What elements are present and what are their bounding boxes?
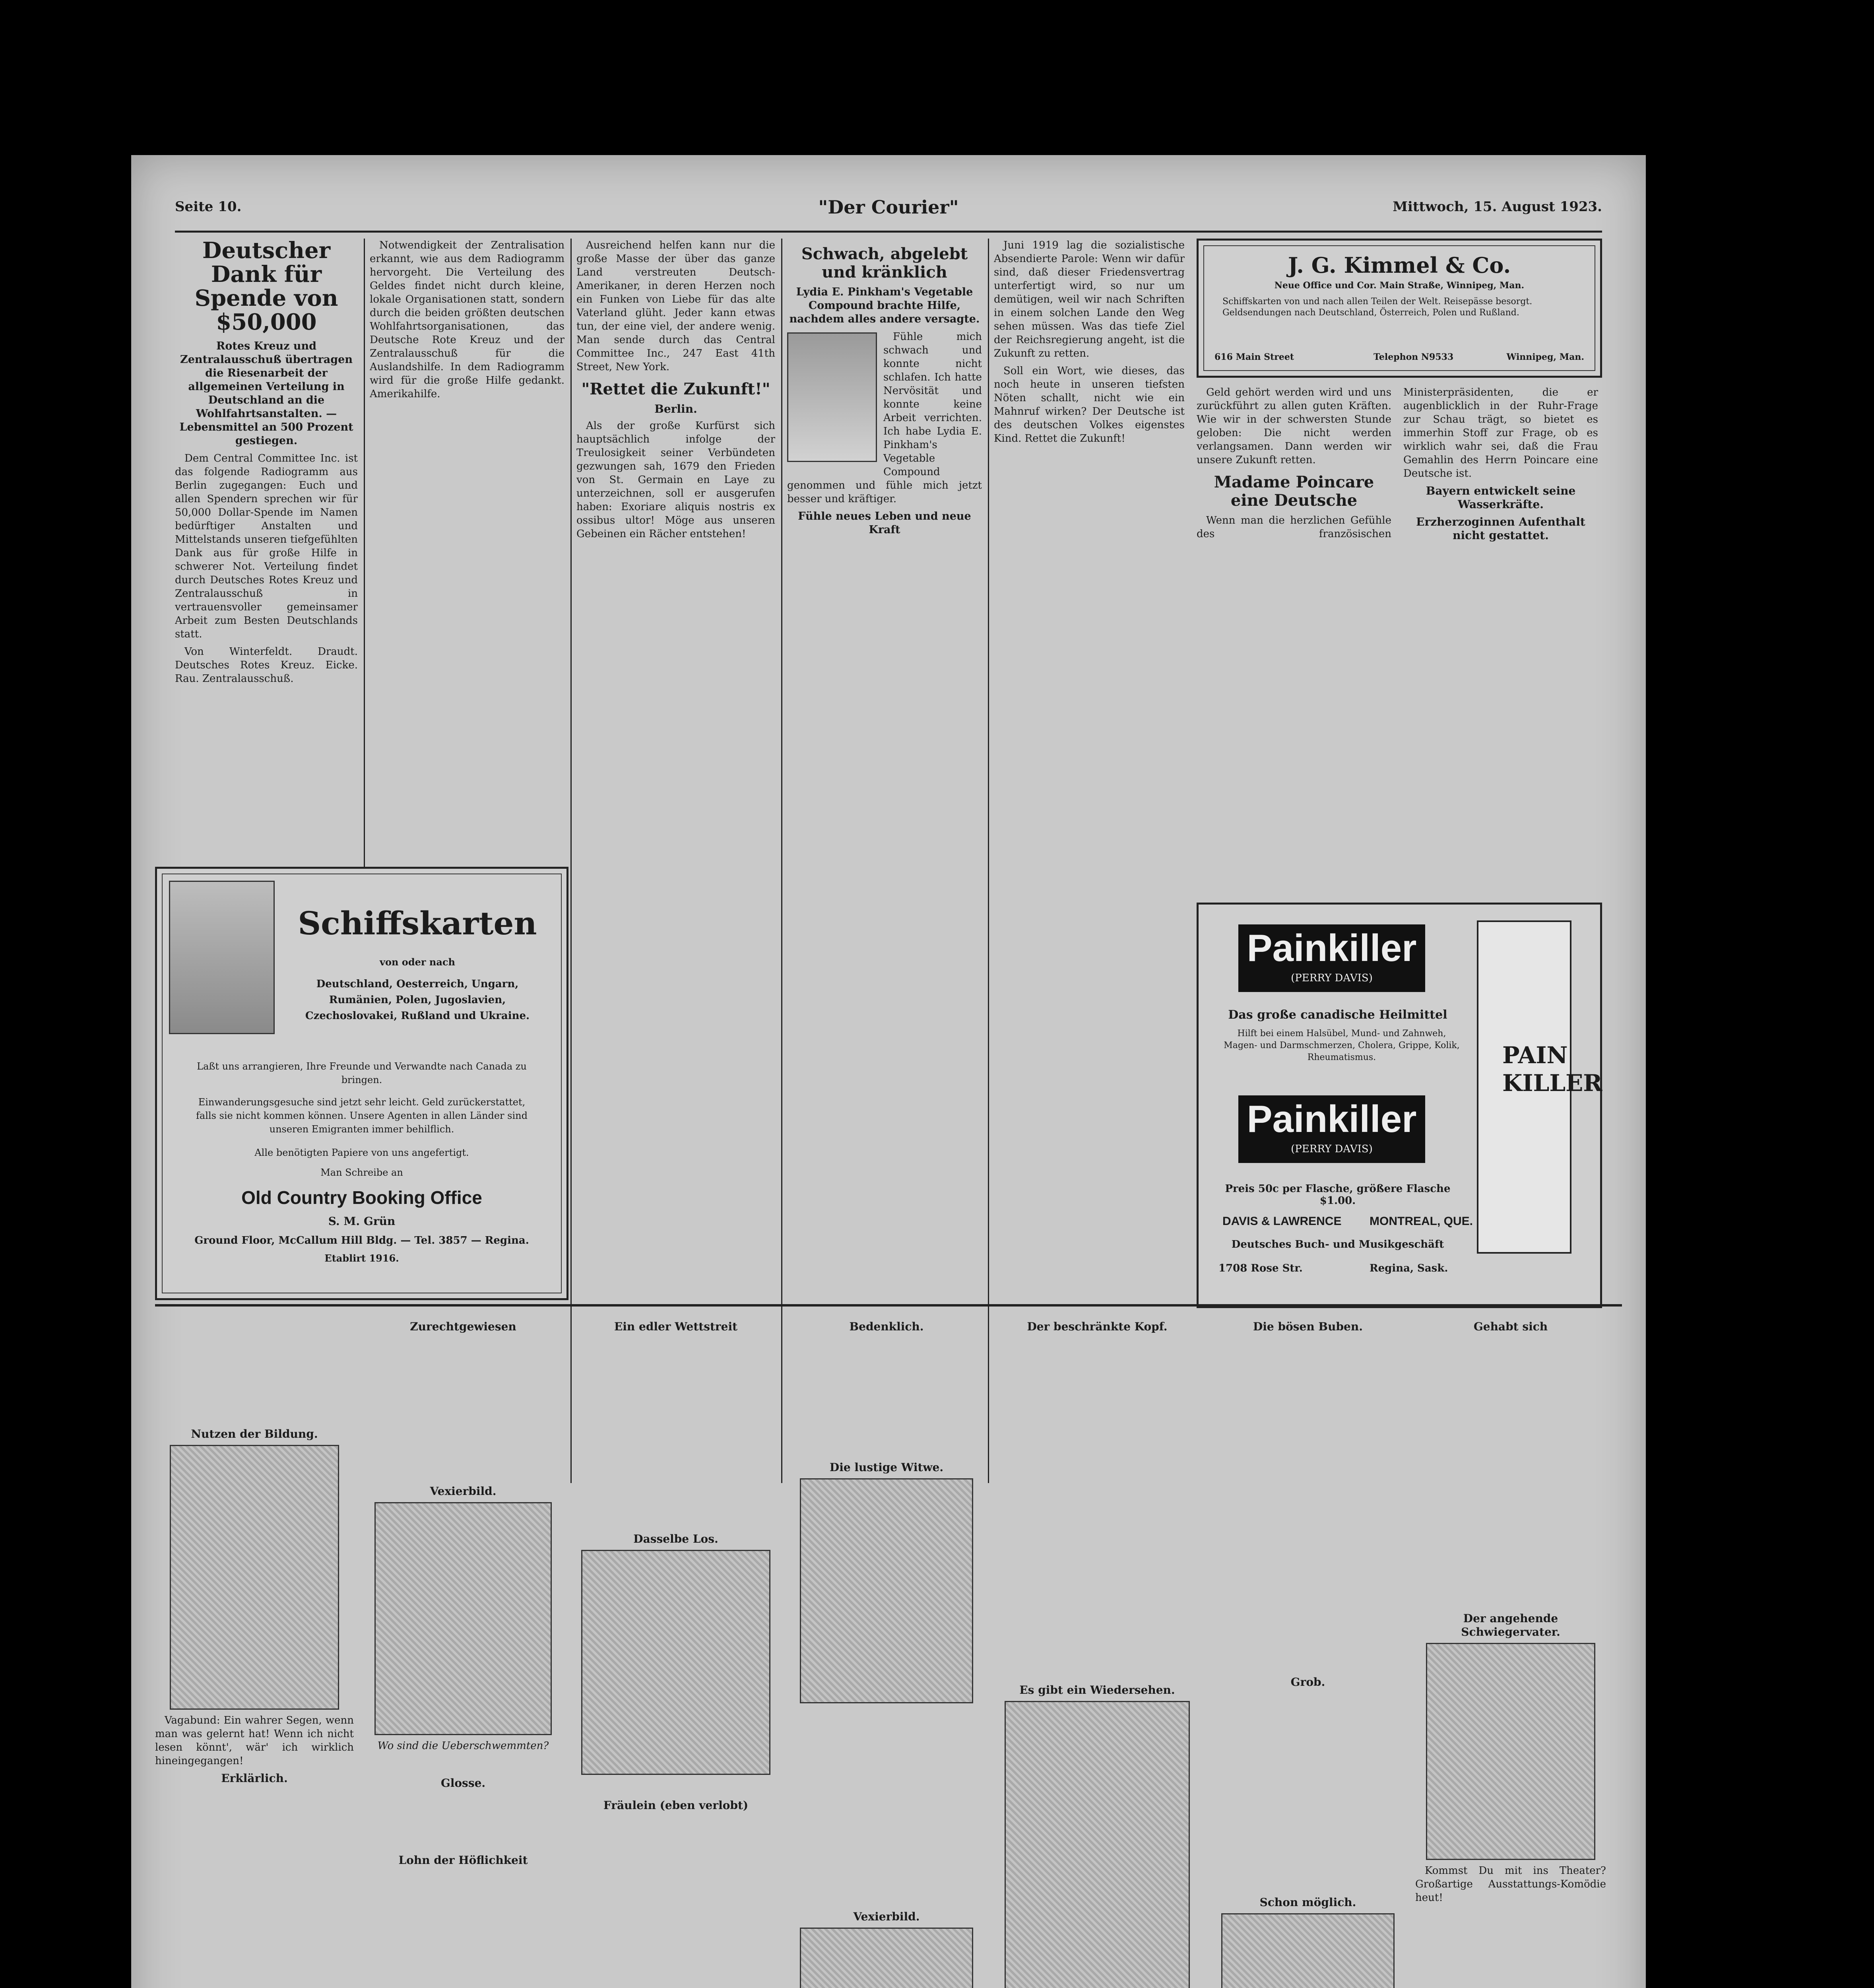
- header-rule: [175, 231, 1602, 233]
- humor-subtitle: Fräulein (eben verlobt): [603, 1799, 749, 1812]
- flood-illustration: [374, 1502, 552, 1735]
- masthead: "Der Courier": [818, 196, 959, 218]
- headline: Schwach, abgelebt und kränklich: [801, 245, 968, 282]
- ad-title: Schiffskarten: [298, 905, 537, 942]
- ad-countries: Deutschland, Oesterreich, Ungarn, Rumänien, Polen, Jugoslavien, Czechoslovakei, Rußland und Ukraine.: [305, 978, 530, 1022]
- humor-caption: Wo sind die Ueberschwemmten?: [377, 1740, 549, 1752]
- ad-seller: Deutsches Buch- und Musikgeschäft: [1231, 1239, 1444, 1250]
- brand-tag: (PERRY DAVIS): [1291, 1143, 1373, 1155]
- page-header: [175, 196, 1602, 227]
- ad-line: Schiffskarten von und nach allen Teilen der Welt. Reisepässe besorgt. Geldsendungen nach Deutschland, Österreich, Polen und Rußland.: [1222, 297, 1533, 318]
- headline: Madame Poincare eine Deutsche: [1214, 473, 1374, 510]
- humor-subtitle: Die bösen Buben.: [1253, 1320, 1363, 1333]
- reunion-illustration: [1005, 1701, 1190, 1988]
- dateline: Berlin.: [654, 402, 697, 415]
- humor-subtitle: Grob.: [1290, 1675, 1325, 1689]
- humor-title: Dasselbe Los.: [633, 1532, 718, 1545]
- humor-subtitle: Ein edler Wettstreit: [614, 1320, 738, 1333]
- humor-title: Vexierbild.: [853, 1910, 920, 1923]
- humor-subtitle: Lohn der Höflichkeit: [398, 1854, 528, 1867]
- brand-logo: [1238, 924, 1425, 992]
- ladies-illustration: [581, 1550, 770, 1775]
- brand-tag: (PERRY DAVIS): [1291, 972, 1373, 984]
- humor-col3: [572, 1316, 779, 1988]
- humor-text: Vagabund: Ein wahrer Segen, wenn man was gelernt hat! Wenn ich nicht lesen könnt', wär' ich wirklich hineingegangen!: [155, 1714, 354, 1767]
- humor-title: Vexierbild.: [430, 1485, 497, 1498]
- tourist-illustration: [800, 1928, 973, 1988]
- ad-office: Old Country Booking Office: [241, 1187, 482, 1208]
- ad-line: Neue Office und Cor. Main Straße, Winnipeg, Man.: [1274, 280, 1525, 291]
- humor-col7: [1415, 1316, 1606, 1988]
- body-text: Juni 1919 lag die sozialistische Absendierte Parole: Wenn wir dafür sind, daß dieser Friedensvertrag unterfertigt wird, so nur um demütigen, weil wir nach Schriften in einem solchen Lande den Weg sehen müssen. Was das tiefe Ziel der Reichsregierung angeht, ist die Zukunft zu retten.: [994, 239, 1185, 359]
- brand-logo: [1238, 1095, 1425, 1163]
- humor-col6: [1209, 1316, 1407, 1988]
- body-text: Dem Central Committee Inc. ist das folgende Radiogramm aus Berlin zugegangen: Euch und allen Spendern sprechen wir für 50,000 Dollar-Spende im Namen bedürftiger Anstalten und Mittelstands unseren tiefgefühlten Dank aus für große Hilfe in schwerer Not. Verteilung findet durch Deutsches Rotes Kreuz und Zentralausschuß in vertrauensvoller gemeinsamer Arbeit zum Besten Deutschlands statt.: [175, 452, 358, 640]
- ad-line: Alle benötigten Papiere von uns angefertigt.: [254, 1147, 469, 1158]
- column-rule: [988, 239, 989, 1483]
- subheading: Bayern entwickelt seine Wasserkräfte.: [1426, 484, 1576, 511]
- headline: Deutscher Dank für Spende von $50,000: [194, 239, 338, 335]
- ad-title: J. G. Kimmel & Co.: [1288, 252, 1511, 278]
- humor-subtitle: Glosse.: [440, 1776, 486, 1790]
- subheading: Fühle neues Leben und neue Kraft: [798, 510, 971, 536]
- subheading: Erzherzoginnen Aufenthalt nicht gestattet.: [1416, 515, 1585, 542]
- ad-maker: DAVIS & LAWRENCE: [1222, 1215, 1342, 1228]
- ad-phone: Telephon N9533: [1373, 352, 1454, 362]
- article-col5: [994, 239, 1185, 1483]
- ad-established: Etablirt 1916.: [324, 1252, 399, 1264]
- beggar-illustration: [1221, 1913, 1395, 1988]
- ad-line: Laßt uns arrangieren, Ihre Freunde und Verwandte nach Canada zu bringen.: [197, 1061, 527, 1085]
- humor-title: Nutzen der Bildung.: [191, 1427, 318, 1441]
- headline: "Rettet die Zukunft!": [581, 380, 770, 398]
- deck: Rotes Kreuz und Zentralausschuß übertragen die Riesenarbeit der allgemeinen Verteilung in Deutschland an die Wohlfahrtsanstalten. — Lebensmittel an 500 Prozent gestiegen.: [179, 340, 353, 447]
- article-madame-poincare: [1197, 386, 1598, 815]
- signature: Von Winterfeldt. Draudt. Deutsches Rotes Kreuz. Eicke. Rau. Zentralausschuß.: [175, 646, 358, 685]
- ad-line: von oder nach: [380, 956, 455, 968]
- column-rule: [364, 239, 365, 891]
- humor-subtitle: Bedenklich.: [849, 1320, 924, 1333]
- ad-seller-address: 1708 Rose Str.: [1218, 1262, 1303, 1274]
- bottle-label: PAIN KILLER: [1502, 1042, 1602, 1097]
- article-pinkham: [787, 239, 982, 1483]
- body-text: Soll ein Wort, wie dieses, das noch heute in unseren tiefsten Nöten schallt, nicht wie ein Mahnruf wirken? Der Deutsche ist des deutschen Volkes eigenstes Kind. Rettet die Zukunft!: [994, 365, 1185, 445]
- humor-title: Es gibt ein Wiedersehen.: [1019, 1683, 1175, 1697]
- article-rettet-die-zukunft: [576, 239, 775, 1483]
- humor-subtitle: Erklärlich.: [221, 1772, 288, 1785]
- brand-name: Painkiller: [1247, 1098, 1417, 1140]
- ad-name: S. M. Grün: [328, 1215, 396, 1228]
- humor-text: Kommst Du mit ins Theater? Großartige Ausstattungs-Komödie heut!: [1415, 1865, 1606, 1904]
- body-text: Notwendigkeit der Zentralisation erkannt, wie aus dem Radiogramm hervorgeht. Die Verteilung des Geldes findet nicht durch kleine, lokale Organisationen statt, sondern durch die beiden größten deutschen Wohlfahrtsorganisationen, das Deutsche Rote Kreuz und der Zentralausschuß für die Auslandshilfe. In dem Radiogramm wird für die große Hilfe gedankt. Amerikahilfe.: [370, 239, 565, 400]
- article-deutscher-dank: [175, 239, 358, 891]
- page-number: Seite 10.: [175, 199, 242, 215]
- portrait-image: [787, 332, 877, 462]
- deck: Lydia E. Pinkham's Vegetable Compound brachte Hilfe, nachdem alles andere versagte.: [789, 286, 980, 325]
- body-text: Wenn man die herzlichen Gefühle des französischen Ministerpräsidenten, die er augenblicklich in der Ruhr-Frage zur Schau trägt, so bietet es immerhin Stoff zur Frage, ob es wirklich wahr sei, daß die Frau Gemahlin des Herrn Poincare eine Deutsche ist.: [1197, 386, 1598, 540]
- ad-address: 616 Main Street: [1214, 352, 1294, 362]
- humor-title: Der beschränkte Kopf.: [1027, 1320, 1168, 1333]
- ad-price: Preis 50c per Flasche, größere Flasche $1.00.: [1225, 1183, 1451, 1207]
- brand-name: Painkiller: [1247, 927, 1417, 969]
- ad-line: Einwanderungsgesuche sind jetzt sehr leicht. Geld zurückerstattet, falls sie nicht kommen können. Unsere Agenten in allen Länder sind unseren Emigranten immer behilflich.: [196, 1097, 528, 1135]
- ad-slogan: Das große canadische Heilmittel: [1228, 1008, 1447, 1022]
- humor-col5: [994, 1316, 1201, 1988]
- ad-contact: Man Schreibe an: [320, 1167, 403, 1178]
- humor-subtitle: Zurechtgewiesen: [410, 1320, 516, 1333]
- column-rule: [781, 239, 782, 1483]
- ad-description: Hilft bei einem Halsübel, Mund- und Zahnweh, Magen- und Darmschmerzen, Cholera, Grippe, Kolik, Rheumatismus.: [1224, 1029, 1460, 1062]
- ad-maker-city: MONTREAL, QUE.: [1370, 1215, 1473, 1228]
- issue-date: Mittwoch, 15. August 1923.: [1393, 199, 1602, 215]
- article-col2: [370, 239, 565, 891]
- body-text: Fühle mich schwach und konnte nicht schlafen. Ich hatte Nervösität und konnte keine Arbeit verrichten. Ich habe Lydia E. Pinkham's Vegetable Compound genommen und fühle mich jetzt besser und kräftiger.: [787, 331, 982, 505]
- humor-col2: [362, 1316, 565, 1988]
- column-rule: [570, 239, 572, 1483]
- widow-illustration: [800, 1478, 973, 1703]
- humor-title: Der angehende Schwiegervater.: [1461, 1612, 1560, 1639]
- body-text: Ausreichend helfen kann nur die große Masse der über das ganze Land verstreuten Deutsch-Amerikaner, in deren Herzen noch ein Funken von Liebe für das alte Vaterland glüht. Jeder kann etwas tun, der eine viel, der andere wenig. Man sende durch das Central Committee Inc., 247 East 41th Street, New York.: [576, 239, 775, 373]
- humor-col4: [787, 1316, 986, 1988]
- ad-city: Winnipeg, Man.: [1506, 352, 1584, 362]
- humor-subtitle: Gehabt sich: [1473, 1320, 1548, 1333]
- ad-address: Ground Floor, McCallum Hill Bldg. — Tel. 3857 — Regina.: [194, 1235, 529, 1246]
- ad-schiffskarten: [155, 867, 568, 1300]
- painkiller-bottle-image: [1477, 920, 1602, 1254]
- humor-col1: [155, 1316, 354, 1988]
- humor-title: Schon möglich.: [1259, 1896, 1356, 1909]
- section-rule: [155, 1304, 1622, 1307]
- steamship-image: [169, 881, 275, 1034]
- ad-seller-town: Regina, Sask.: [1370, 1262, 1448, 1274]
- ad-kimmel: [1197, 239, 1602, 378]
- body-text: Als der große Kurfürst sich hauptsächlich infolge der Treulosigkeit seiner Verbündeten gezwungen sah, 1679 den Frieden von St. Germain en Laye zu unterzeichnen, soll er ausgerufen haben: Exoriare aliquis nostris ex ossibus ultor! Möge aus unseren Gebeinen ein Rächer entstehen!: [576, 420, 775, 540]
- ad-painkiller: [1197, 903, 1602, 1308]
- body-text: Geld gehört werden wird und uns zurückführt zu allen guten Kräften. Wie wir in der schwersten Stunde geloben: Die nicht werden verlangsamen. Dann werden wir unsere Zukunft retten.: [1197, 386, 1391, 466]
- father-in-law-illustration: [1426, 1643, 1595, 1860]
- newspaper-page: [131, 155, 1646, 1988]
- vagabond-illustration: [170, 1445, 339, 1710]
- humor-title: Die lustige Witwe.: [829, 1461, 944, 1474]
